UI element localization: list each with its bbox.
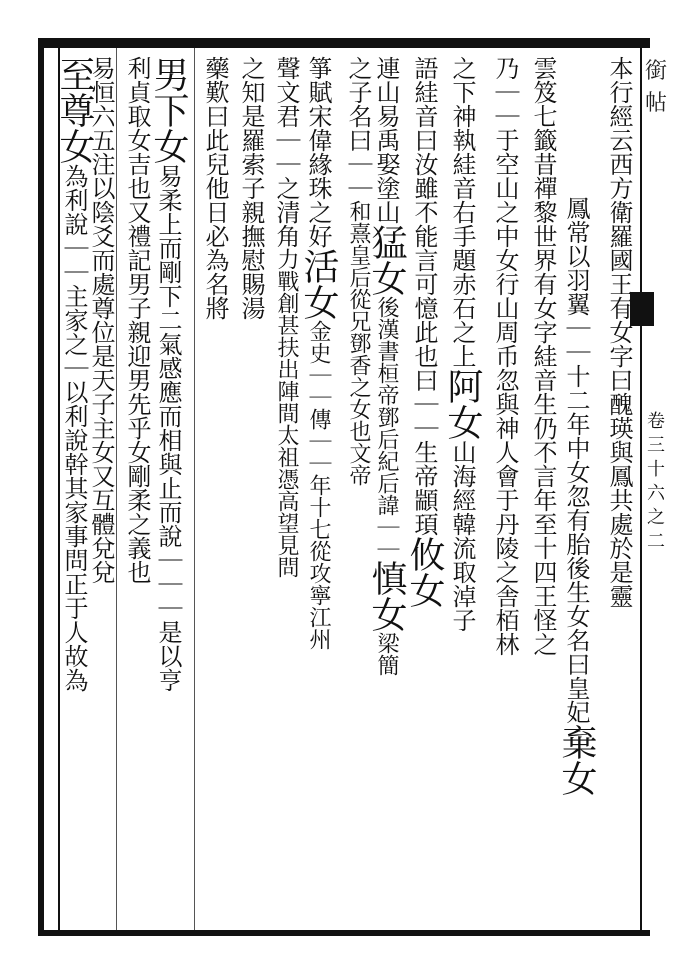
- column-text: 鳳常以羽翼｜｜十二年中女忽有胎後生女名曰皇妃: [562, 196, 590, 724]
- column-text: 語絓音曰汝雖不能言可憶此也: [410, 56, 438, 368]
- column-text: 之子名曰｜｜: [344, 56, 372, 200]
- heading-term: 猛女: [366, 224, 407, 296]
- column-text: 和熹皇后從兄鄧香之女也: [346, 200, 371, 442]
- text-column: 雲笈七籤昔禪黎世界有女字絓音生仍不言年至十四王怪之: [529, 56, 557, 656]
- column-divider: [194, 48, 195, 930]
- frame-top-border: [38, 38, 650, 48]
- column-text: 梁簡: [374, 632, 399, 676]
- frame-left-border: [38, 38, 44, 936]
- text-column: [148, 56, 190, 692]
- text-column: [268, 56, 304, 578]
- column-text: 之下神執絓音右手題赤石之上: [448, 56, 476, 368]
- column-text: 文帝: [346, 442, 371, 486]
- text-column: 易恒六五注以陰爻而處尊位是天子主女又互體兌兌: [87, 56, 115, 584]
- heading-term: 阿女: [442, 368, 483, 440]
- column-text: 力戰創甚扶出陣間太祖憑高望見問: [274, 248, 299, 578]
- text-column: [340, 56, 376, 486]
- text-column: 利貞取女吉也又禮記男子親迎男先乎女剛柔之義也: [123, 56, 151, 584]
- text-column: 本行經云西方衛羅國王有女字曰醜瑛與鳳共處於是靈: [605, 56, 633, 608]
- text-column: [366, 56, 408, 676]
- column-text: 金史｜｜傳｜｜年十七從攻寧江州: [306, 320, 331, 650]
- heading-term: 男下女: [148, 56, 189, 164]
- heading-term: 棄女: [556, 724, 597, 796]
- text-column: [556, 56, 598, 936]
- column-text: 連山易禹娶塗山: [372, 56, 400, 224]
- column-text: 為利說｜｜主家之｜以利說幹其家事問正于人故為: [60, 164, 88, 692]
- heading-term: 至尊女: [54, 56, 95, 164]
- heading-term: 慎女: [366, 560, 407, 632]
- column-text: 箏賦宋偉緣珠之好: [304, 56, 332, 248]
- text-column: [54, 56, 96, 692]
- text-column: 藥歎曰此兒他日必為名將: [201, 56, 229, 320]
- frame-bottom-border: [38, 930, 650, 936]
- column-text: 曰｜｜生帝顓頊: [410, 368, 438, 536]
- heading-term: 活女: [298, 248, 339, 320]
- text-column: [404, 56, 446, 608]
- heading-term: 攸女: [404, 536, 445, 608]
- juan-label: 卷三十六之二: [647, 411, 665, 552]
- margin-title: 銜帖: [644, 59, 667, 116]
- column-text: 聲文君｜｜之清角: [272, 56, 300, 248]
- column-text: 山海經韓流取淖子: [448, 440, 476, 632]
- text-column: 乃｜｜于空山之中女行山周币忽與神人會于丹陵之舎栢林: [491, 56, 519, 656]
- text-column: [442, 56, 484, 632]
- text-column: [298, 56, 340, 650]
- column-text: 易柔上而剛下二氣感應而相與止而說｜｜｜是以亨: [154, 164, 182, 692]
- column-text: 後漢書桓帝鄧后紀后諱｜｜: [374, 296, 399, 560]
- text-column: 之知是羅索子親撫慰賜湯: [237, 56, 265, 320]
